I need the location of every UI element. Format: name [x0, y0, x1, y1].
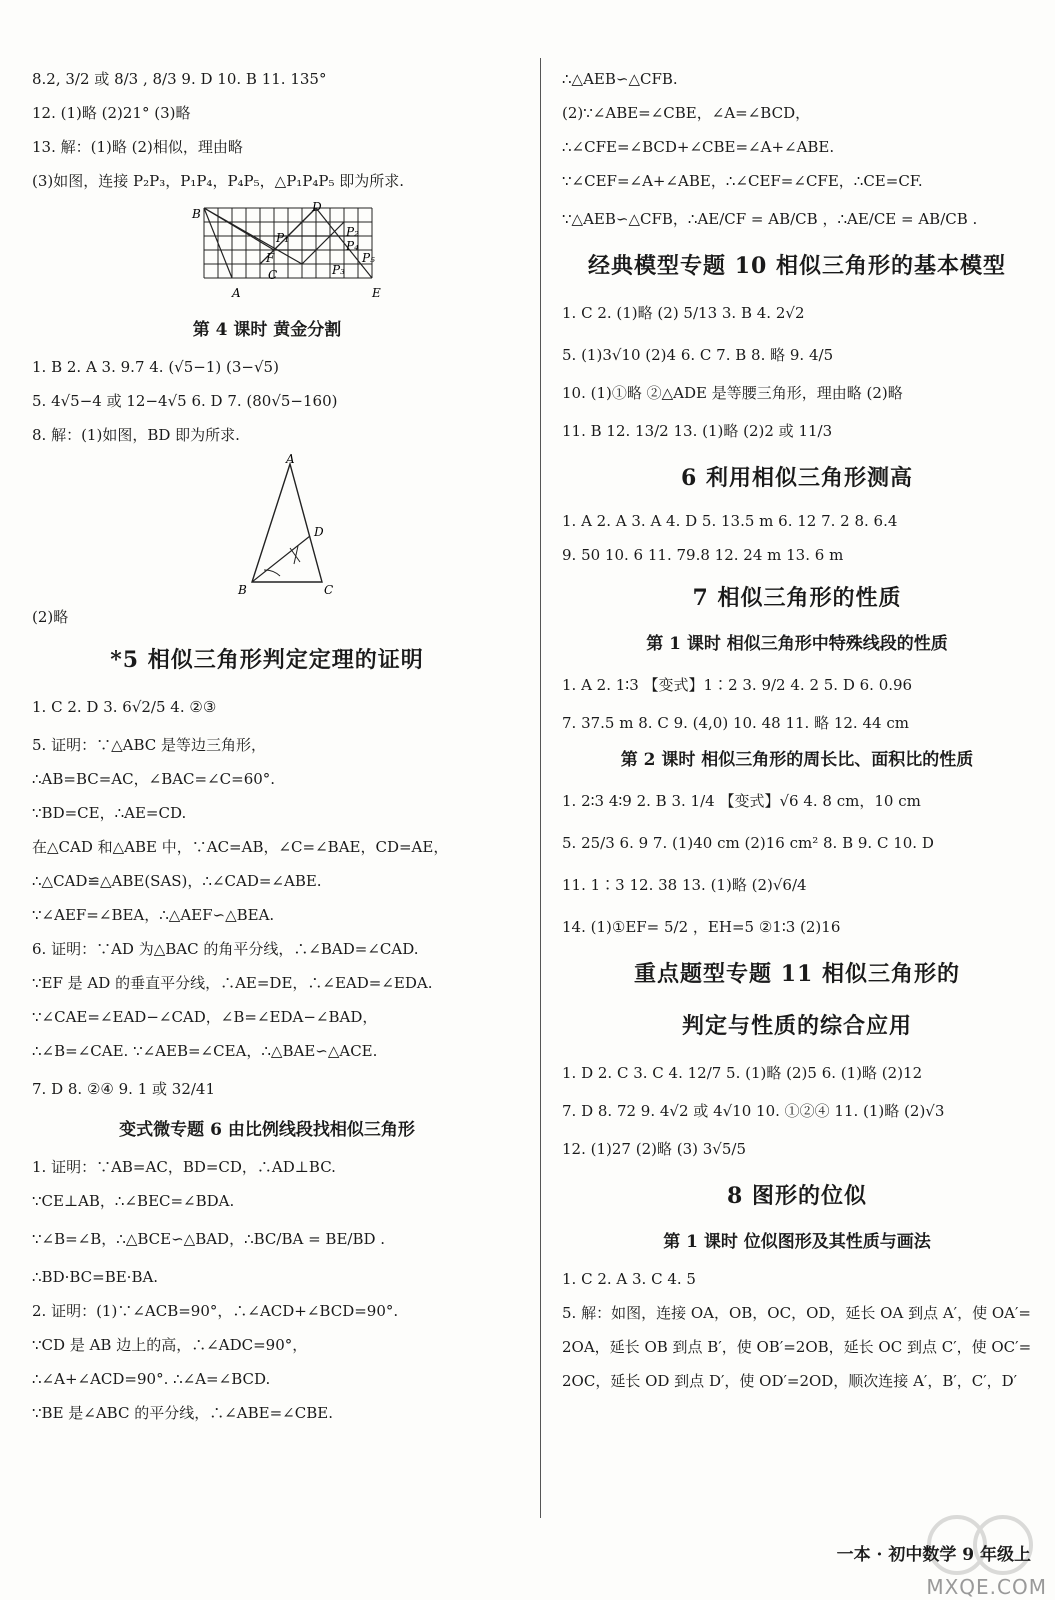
right-column [562, 62, 1032, 1398]
left-column [32, 62, 502, 1430]
answer-line: ∴△AEB∽△CFB. [562, 70, 678, 88]
answer-line: 1. B 2. A 3. 9.7 4. (√5−1) (3−√5) [32, 358, 279, 376]
section-heading: *5 相似三角形判定定理的证明 [110, 647, 424, 673]
segment-bd [252, 536, 310, 582]
answer-line: 1. 证明：∵AB=AC，BD=CD，∴AD⊥BC. [32, 1158, 336, 1176]
answer-line: ∴△CAD≌△ABE(SAS)，∴∠CAD=∠ABE. [32, 872, 322, 890]
answer-line: 5. 4√5−4 或 12−4√5 6. D 7. (80√5−160) [32, 392, 338, 410]
figure-label: B [192, 207, 201, 221]
column-divider [540, 58, 541, 1518]
answer-line: ∴∠B=∠CAE. ∵∠AEB=∠CEA，∴△BAE∽△ACE. [32, 1042, 378, 1060]
answer-line: 7. D 8. ②④ 9. 1 或 32/41 [32, 1080, 216, 1098]
answer-line: ∵CD 是 AB 边上的高，∴∠ADC=90°， [32, 1336, 308, 1354]
answer-line: 1. C 2. (1)略 (2) 5/13 3. B 4. 2√2 [562, 304, 805, 322]
answer-line: 1. A 2. A 3. A 4. D 5. 13.5 m 6. 12 7. 2 8. 6.4 [562, 512, 898, 530]
figure-label: A [232, 286, 241, 300]
answer-line: 2. 证明：(1)∵∠ACB=90°，∴∠ACD+∠BCD=90°. [32, 1302, 399, 1320]
answer-line: ∵EF 是 AD 的垂直平分线，∴AE=DE，∴∠EAD=∠EDA. [32, 974, 433, 992]
answer-line: 8. 解：(1)如图，BD 即为所求. [32, 426, 240, 444]
triangle-figure-svg [32, 452, 502, 600]
answer-line: 5. 解：如图，连接 OA，OB，OC，OD，延长 OA 到点 A′，使 OA′= [562, 1304, 1031, 1322]
subsection-heading: 第 1 课时 相似三角形中特殊线段的性质 [646, 634, 948, 654]
section-heading: 经典模型专题 10 相似三角形的基本模型 [588, 253, 1006, 279]
answer-line: ∴BD·BC=BE·BA. [32, 1268, 159, 1286]
section-heading: 7 相似三角形的性质 [692, 585, 902, 611]
answer-line: 9. 50 10. 6 11. 79.8 12. 24 m 13. 6 m [562, 546, 844, 564]
answer-line: ∵BE 是∠ABC 的平分线，∴∠ABE=∠CBE. [32, 1404, 333, 1422]
answer-line: ∵CE⊥AB，∴∠BEC=∠BDA. [32, 1192, 235, 1210]
answer-line: (2)略 [32, 608, 69, 626]
answer-line: ∵△AEB∽△CFB，∴AE/CF = AB/CB ，∴AE/CE = AB/CB . [562, 210, 978, 228]
figure-label: P₃ [332, 263, 345, 277]
subsection-heading: 第 1 课时 位似图形及其性质与画法 [663, 1232, 931, 1252]
figure-label: P₄ [346, 239, 359, 253]
figure-segment [204, 208, 274, 250]
figure-label: C [268, 268, 278, 282]
answer-line: 6. 证明：∵AD 为△BAC 的角平分线，∴∠BAD=∠CAD. [32, 940, 419, 958]
section-heading: 6 利用相似三角形测高 [681, 465, 913, 491]
answer-line: 7. 37.5 m 8. C 9. (4,0) 10. 48 11. 略 12. 44 cm [562, 714, 909, 732]
answer-line: 1. A 2. 1∶3 【变式】1∶2 3. 9/2 4. 2 5. D 6. 0.96 [562, 676, 913, 694]
figure-label: E [372, 286, 381, 300]
answer-line: ∵∠CAE=∠EAD−∠CAD，∠B=∠EDA−∠BAD， [32, 1008, 378, 1026]
answer-line: (3)如图，连接 P₂P₃，P₁P₄，P₄P₅，△P₁P₄P₅ 即为所求. [32, 172, 405, 190]
triangle-abc [252, 464, 322, 582]
figure-label: D [312, 200, 322, 214]
answer-line: 14. (1)①EF= 5/2 ，EH=5 ②1∶3 (2)16 [562, 918, 841, 936]
answer-line: 12. (1)27 (2)略 (3) 3√5/5 [562, 1140, 746, 1158]
answer-line: 11. B 12. 13/2 13. (1)略 (2)2 或 11/3 [562, 422, 833, 440]
answer-line: 1. D 2. C 3. C 4. 12/7 5. (1)略 (2)5 6. (1)略 (2)12 [562, 1064, 923, 1082]
answer-line: (2)∵∠ABE=∠CBE，∠A=∠BCD， [562, 104, 811, 122]
answer-line: 2OA，延长 OB 到点 B′，使 OB′=2OB，延长 OC 到点 C′，使 OC′= [562, 1338, 1032, 1356]
answer-line: 11. 1∶3 12. 38 13. (1)略 (2)√6/4 [562, 876, 807, 894]
figure-label: F [266, 251, 275, 265]
triangle-figure [32, 452, 502, 600]
subsection-heading: 第 2 课时 相似三角形的周长比、面积比的性质 [620, 750, 974, 770]
figure-label: P₁ [276, 231, 289, 245]
section-heading: 判定与性质的综合应用 [681, 1013, 912, 1039]
section-heading: 8 图形的位似 [727, 1183, 867, 1209]
answer-line: 13. 解：(1)略 (2)相似，理由略 [32, 138, 243, 156]
answer-line: 7. D 8. 72 9. 4√2 或 4√10 10. ①②④ 11. (1)略 (2)√3 [562, 1102, 945, 1120]
answer-line: ∵∠B=∠B，∴△BCE∽△BAD，∴BC/BA = BE/BD . [32, 1230, 386, 1248]
answer-line: 5. 证明：∵△ABC 是等边三角形， [32, 736, 266, 754]
answer-line: ∴∠CFE=∠BCD+∠CBE=∠A+∠ABE. [562, 138, 835, 156]
answer-line: 1. C 2. D 3. 6√2/5 4. ②③ [32, 698, 217, 716]
figure-label: P₂ [346, 225, 359, 239]
answer-line: ∵∠CEF=∠A+∠ABE，∴∠CEF=∠CFE，∴CE=CF. [562, 172, 923, 190]
figure-label: D [314, 525, 324, 539]
answer-line: 1. C 2. A 3. C 4. 5 [562, 1270, 696, 1288]
subsection-heading: 第 4 课时 黄金分割 [192, 320, 342, 340]
figure-label: A [286, 452, 295, 466]
figure-label: B [238, 583, 247, 597]
watermark-text: MXQE.COM [926, 1575, 1047, 1599]
subsection-heading: 变式微专题 6 由比例线段找相似三角形 [119, 1120, 415, 1140]
grid-figure-svg [32, 198, 502, 310]
answer-line: 8.2, 3/2 或 8/3 , 8/3 9. D 10. B 11. 135° [32, 70, 327, 88]
section-heading: 重点题型专题 11 相似三角形的 [634, 961, 960, 987]
answer-line: 2OC，延长 OD 到点 D′，使 OD′=2OD，顺次连接 A′，B′，C′，D′ [562, 1372, 1018, 1390]
answer-line: 1. 2∶3 4∶9 2. B 3. 1/4 【变式】√6 4. 8 cm，10 cm [562, 792, 921, 810]
figure-label: C [324, 583, 334, 597]
answer-line: 5. 25/3 6. 9 7. (1)40 cm (2)16 cm² 8. B 9. C 10. D [562, 834, 934, 852]
figure-label: P₅ [362, 251, 375, 265]
answer-line: ∴AB=BC=AC，∠BAC=∠C=60°. [32, 770, 276, 788]
page-footer: 一本 · 初中数学 9 年级上 [836, 1545, 1031, 1565]
answer-line: 在△CAD 和△ABE 中，∵AC=AB，∠C=∠BAE，CD=AE， [32, 838, 449, 856]
answer-line: 12. (1)略 (2)21° (3)略 [32, 104, 191, 122]
answer-line: ∵∠AEF=∠BEA，∴△AEF∽△BEA. [32, 906, 275, 924]
answer-line: ∵BD=CE，∴AE=CD. [32, 804, 187, 822]
grid-figure [32, 198, 502, 310]
answer-line: 10. (1)①略 ②△ADE 是等腰三角形，理由略 (2)略 [562, 384, 903, 402]
answer-line: 5. (1)3√10 (2)4 6. C 7. B 8. 略 9. 4/5 [562, 346, 834, 364]
construction-arc [290, 546, 300, 564]
answer-line: ∴∠A+∠ACD=90°. ∴∠A=∠BCD. [32, 1370, 271, 1388]
figure-segment [302, 222, 344, 264]
